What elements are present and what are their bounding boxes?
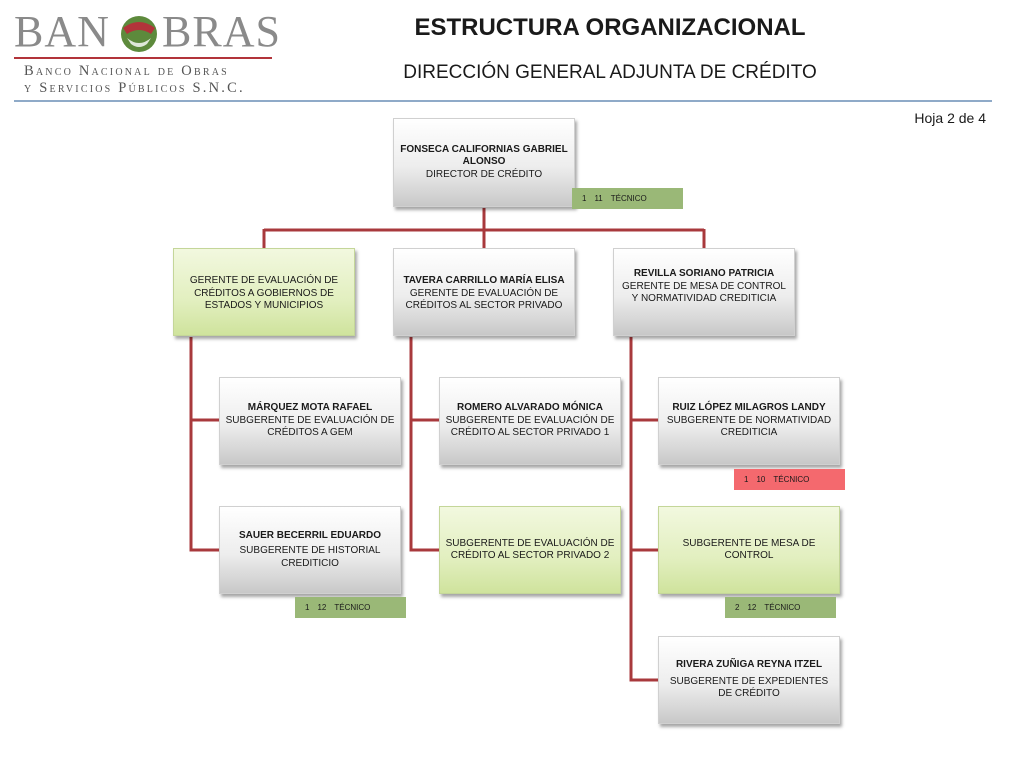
logo-wordmark-right: BRAS [162,7,281,56]
subgerente-1-name: MÁRQUEZ MOTA RAFAEL [247,402,373,414]
director-name: FONSECA CALIFORNIAS GABRIEL ALONSO [400,143,568,168]
org-box-gerente-3[interactable] [613,248,795,336]
connector-gerente-2-branch [411,337,439,550]
logo-subtitle-line-2: y Servicios Públicos S.N.C. [24,80,245,96]
gerente-3-title: GERENTE DE MESA DE CONTROL Y NORMATIVIDAD CREDITICIA [622,280,786,304]
gerente-2-title: GERENTE DE EVALUACIÓN DE CRÉDITOS AL SECTOR PRIVADO [405,287,563,311]
banobras-logo [14,7,281,98]
logo-subtitle-line-1: Banco Nacional de Obras [24,63,229,79]
tag-level: 12 [747,603,757,612]
logo-rule [14,57,272,59]
subgerente-7-title: SUBGERENTE DE EXPEDIENTES DE CRÉDITO [669,675,829,700]
org-box-subgerente-6[interactable] [658,506,840,594]
tag-count: 1 [582,194,587,203]
org-box-subgerente-5[interactable] [658,377,840,465]
gerente-2-name: TAVERA CARRILLO MARÍA ELISA [403,275,565,286]
tag-role: TÉCNICO [610,194,647,203]
subgerente-2-title: SUBGERENTE DE HISTORIAL CREDITICIO [239,545,381,569]
subgerente-1-title: SUBGERENTE DE EVALUACIÓN DE CRÉDITOS A GEM [225,414,395,439]
sheet-number: Hoja 2 de 4 [914,110,986,126]
subgerente-6-staff-tag [725,597,836,618]
tag-count: 2 [735,603,740,612]
gerente-3-name: REVILLA SORIANO PATRICIA [633,268,775,279]
subgerente-6-title: SUBGERENTE DE MESA DE CONTROL [682,537,816,561]
org-box-director[interactable] [393,118,575,207]
subgerente-3-title: SUBGERENTE DE EVALUACIÓN DE CRÉDITO AL SECTOR PRIVADO 1 [445,414,615,439]
subgerente-5-name: RUIZ LÓPEZ MILAGROS LANDY [672,402,826,414]
subgerente-4-title: SUBGERENTE DE EVALUACIÓN DE CRÉDITO AL SECTOR PRIVADO 2 [445,537,615,561]
director-staff-tag [572,188,683,209]
page-subtitle: DIRECCIÓN GENERAL ADJUNTA DE CRÉDITO [403,62,817,83]
gerente-1-title: GERENTE DE EVALUACIÓN DE CRÉDITOS A GOBIERNOS DE ESTADOS Y MUNICIPIOS [189,275,339,311]
tag-role: TÉCNICO [773,475,810,484]
subgerente-2-name: SAUER BECERRIL EDUARDO [238,529,382,541]
org-box-subgerente-7[interactable] [658,636,840,724]
page-title: ESTRUCTURA ORGANIZACIONAL [414,14,806,41]
connector-gerente-1-branch [191,337,219,550]
logo-wordmark-left: BAN [14,7,110,56]
subgerente-7-name: RIVERA ZUÑIGA REYNA ITZEL [675,659,823,671]
subgerente-5-title: SUBGERENTE DE NORMATIVIDAD CREDITICIA [666,414,832,439]
tag-level: 10 [756,475,766,484]
tag-count: 1 [305,603,310,612]
tag-level: 11 [594,194,603,203]
eagle-emblem-icon [117,14,161,54]
subgerente-5-staff-tag [734,469,845,490]
connector-gerente-3-branch [631,337,658,680]
subgerente-3-name: ROMERO ALVARADO MÓNICA [457,402,603,414]
tag-level: 12 [317,603,327,612]
org-box-subgerente-2[interactable] [219,506,401,594]
tag-count: 1 [744,475,749,484]
director-title: DIRECTOR DE CRÉDITO [425,168,543,180]
org-box-subgerente-3[interactable] [439,377,621,465]
org-box-subgerente-4[interactable] [439,506,621,594]
subgerente-2-staff-tag [295,597,406,618]
header-divider [14,100,992,102]
org-box-subgerente-1[interactable] [219,377,401,465]
org-box-gerente-1[interactable] [173,248,355,336]
tag-role: TÉCNICO [764,603,801,612]
tag-role: TÉCNICO [334,603,371,612]
org-box-gerente-2[interactable] [393,248,575,336]
